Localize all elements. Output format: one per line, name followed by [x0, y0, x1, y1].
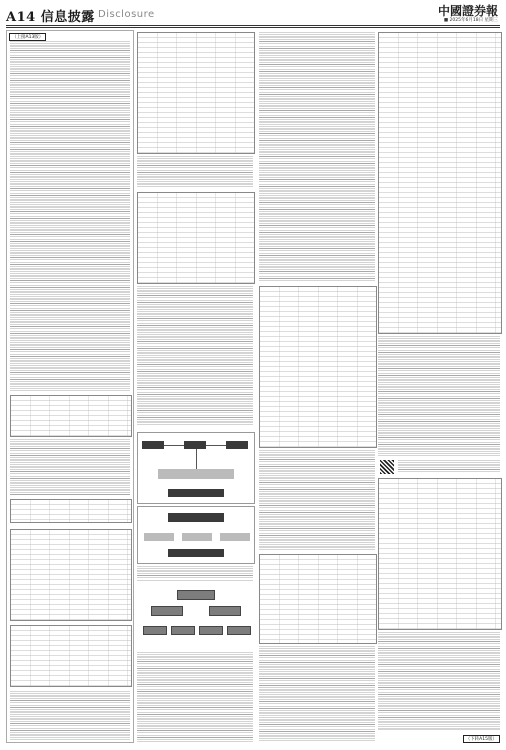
data-table — [10, 529, 132, 621]
org-node — [143, 626, 167, 635]
continued-from-label: （上接A13版） — [9, 33, 46, 41]
diagram-node — [220, 533, 250, 541]
org-node — [151, 606, 183, 616]
masthead — [0, 0, 506, 26]
diagram-node — [226, 441, 248, 449]
org-node — [209, 606, 241, 616]
data-table — [259, 286, 377, 448]
org-node — [171, 626, 195, 635]
masthead-rule — [6, 25, 500, 26]
org-node — [177, 590, 215, 600]
issue-date: ■ 2025年6月18日 星期三 — [443, 18, 498, 23]
diagram-node — [168, 489, 224, 497]
article-text — [259, 32, 375, 282]
org-chart — [137, 586, 253, 648]
column-middle — [137, 30, 375, 743]
article-text — [10, 41, 130, 391]
org-node — [227, 626, 251, 635]
data-table — [137, 32, 255, 154]
article-text — [137, 566, 253, 582]
data-table — [10, 395, 132, 437]
section-title-en: Disclosure — [98, 9, 155, 20]
data-table — [259, 554, 377, 644]
article-text — [398, 460, 500, 474]
newspaper-page — [6, 30, 500, 743]
diagram-arrow — [196, 449, 197, 469]
diagram-arrow — [164, 445, 184, 446]
masthead-rule-thin — [6, 27, 500, 28]
flow-diagram — [137, 506, 255, 564]
diagram-node — [144, 533, 174, 541]
org-node — [199, 626, 223, 635]
data-table — [10, 499, 132, 523]
data-table — [378, 32, 502, 334]
diagram-node — [182, 533, 212, 541]
data-table — [378, 478, 502, 630]
article-text — [137, 652, 253, 742]
article-text — [10, 691, 130, 741]
diagram-node — [142, 441, 164, 449]
article-text — [137, 156, 253, 188]
article-text — [137, 286, 253, 426]
newspaper-logo: 中國證券報 — [437, 4, 498, 18]
continued-on-label: （下转A15版） — [463, 735, 500, 743]
article-text — [378, 632, 500, 730]
column-left — [6, 30, 134, 743]
diagram-node — [168, 513, 224, 522]
qr-code-icon — [380, 460, 394, 474]
data-table — [137, 192, 255, 284]
diagram-node — [158, 469, 234, 479]
article-text — [259, 450, 375, 550]
article-text — [259, 646, 375, 742]
column-right — [378, 30, 500, 743]
article-text — [10, 439, 130, 495]
data-table — [10, 625, 132, 687]
page-number-heading: A14 信息披露 — [6, 10, 95, 25]
diagram-node — [184, 441, 206, 449]
diagram-node — [168, 549, 224, 557]
flow-diagram — [137, 432, 255, 504]
diagram-arrow — [206, 445, 226, 446]
article-text — [378, 336, 500, 456]
